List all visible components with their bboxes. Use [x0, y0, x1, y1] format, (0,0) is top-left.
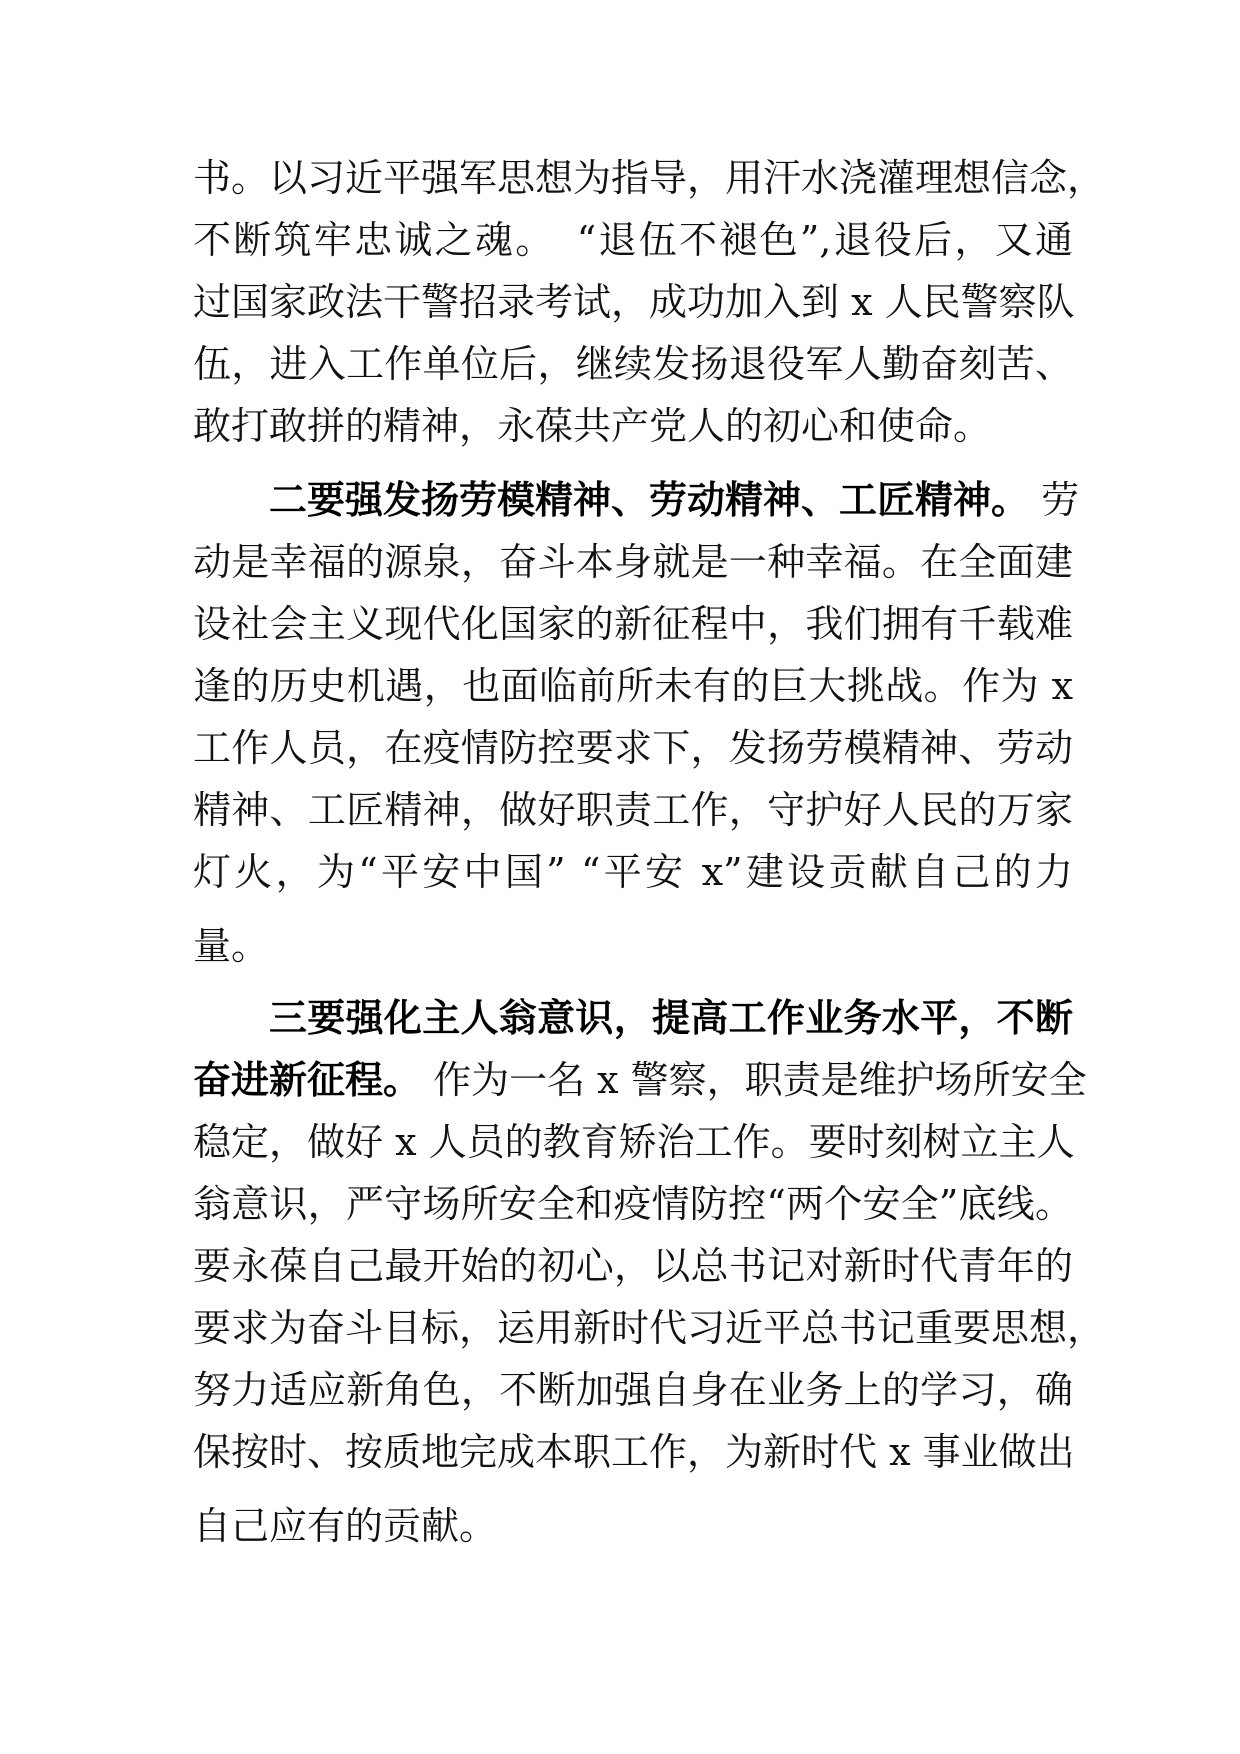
paragraph-1-line-1: 书。以习近平强军思想为指导，用汗水浇灌理想信念， [193, 156, 1106, 200]
paragraph-2-line-1 [269, 472, 1080, 528]
paragraph-2-line-5: 工作人员，在疫情防控要求下，发扬劳模精神、劳动 [193, 726, 1073, 770]
paragraph-3-line-4: 翁意识，严守场所安全和疫情防控“两个安全”底线。 [193, 1182, 1073, 1226]
paragraph-3-line-2 [193, 1052, 1087, 1108]
paragraph-3-line-5: 要永葆自己最开始的初心，以总书记对新时代青年的 [193, 1244, 1073, 1288]
paragraph-2-line-1-rest: 劳 [1029, 478, 1080, 522]
paragraph-2-line-2: 动是幸福的源泉，奋斗本身就是一种幸福。在全面建 [193, 540, 1073, 584]
paragraph-3-line-6: 要求为奋斗目标，运用新时代习近平总书记重要思想， [193, 1306, 1106, 1350]
paragraph-1-line-4: 伍，进入工作单位后，继续发扬退役军人勤奋刻苦、 [193, 342, 1073, 386]
paragraph-3-line-9: 自己应有的贡献。 [193, 1504, 498, 1548]
paragraph-3-heading-line-2: 奋进新征程。 [193, 1058, 422, 1102]
paragraph-3-line-2-rest: 作为一名 x 警察，职责是维护场所安全 [421, 1058, 1087, 1102]
paragraph-3-line-7: 努力适应新角色，不断加强自身在业务上的学习，确 [193, 1368, 1073, 1412]
paragraph-1-line-3: 过国家政法干警招录考试，成功加入到 x 人民警察队 [193, 280, 1075, 324]
paragraph-1-line-5: 敢打敢拼的精神，永葆共产党人的初心和使命。 [193, 404, 992, 448]
paragraph-3-line-3: 稳定，做好 x 人员的教育矫治工作。要时刻树立主人 [193, 1120, 1075, 1164]
paragraph-2-line-8: 量。 [193, 924, 270, 968]
paragraph-2-heading: 二要强发扬劳模精神、劳动精神、工匠精神。 [269, 478, 1030, 522]
paragraph-3-heading-line-1: 三要强化主人翁意识，提高工作业务水平，不断 [269, 996, 1073, 1040]
paragraph-3-line-8: 保按时、按质地完成本职工作，为新时代 x 事业做出 [193, 1430, 1075, 1474]
paragraph-2-line-4: 逢的历史机遇，也面临前所未有的巨大挑战。作为 x [193, 664, 1073, 708]
paragraph-2-line-3: 设社会主义现代化国家的新征程中，我们拥有千载难 [193, 602, 1073, 646]
paragraph-2-line-6: 精神、工匠精神，做好职责工作，守护好人民的万家 [193, 788, 1073, 832]
paragraph-2-line-7: 灯火，为“平安中国” “平安 x”建设贡献自己的力 [193, 850, 1073, 894]
paragraph-1-line-2: 不断筑牢忠诚之魂。 “退伍不褪色”,退役后，又通 [193, 218, 1073, 262]
